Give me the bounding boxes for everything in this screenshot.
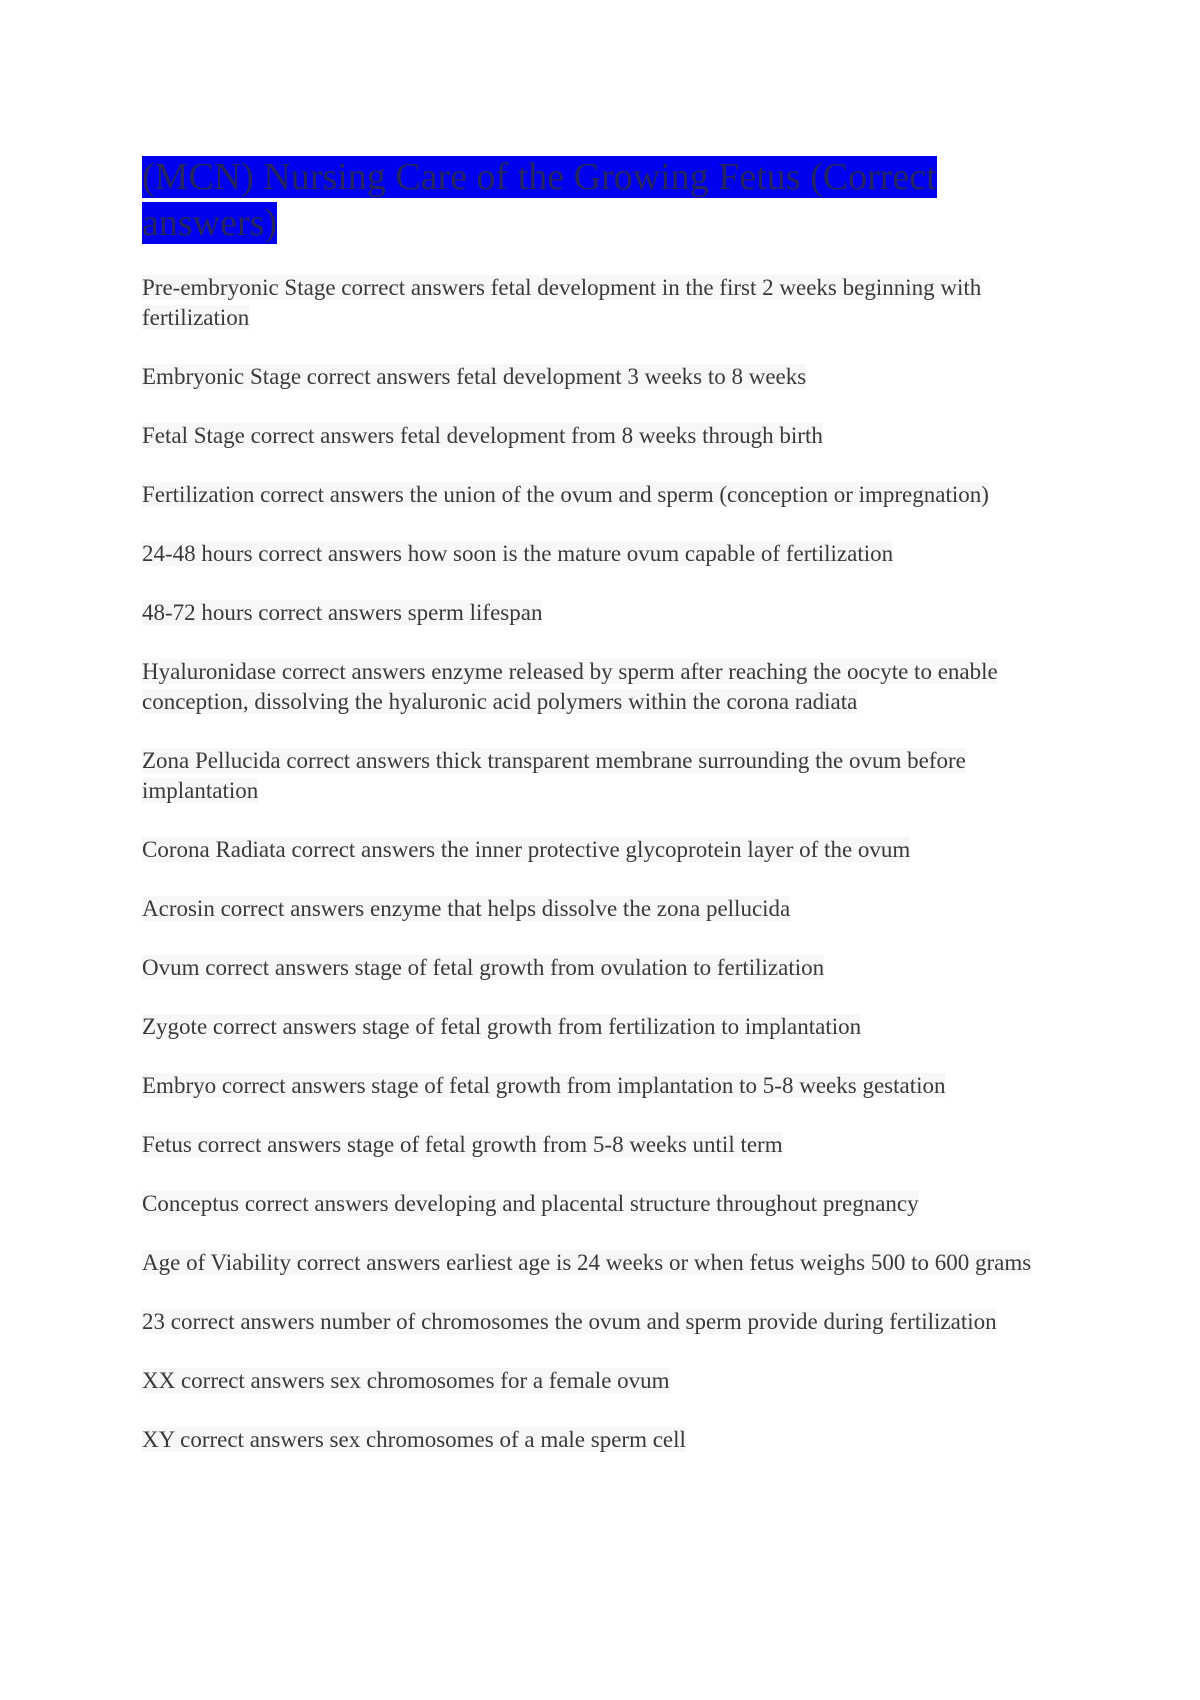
list-item-text: Conceptus correct answers developing and placental structure throughout pregnancy [142, 1191, 919, 1216]
list-item [142, 1366, 1072, 1396]
list-item [142, 894, 1072, 924]
list-item-text: Corona Radiata correct answers the inner protective glycoprotein layer of the ovum [142, 837, 911, 862]
list-item [142, 598, 1072, 628]
answer-list [142, 273, 1072, 1484]
document-title-text: (MCN) Nursing Care of the Growing Fetus (Correct answers) [142, 156, 937, 244]
list-item-text: Fetal Stage correct answers fetal development from 8 weeks through birth [142, 423, 823, 448]
list-item [142, 835, 1072, 865]
list-item-text: Embryonic Stage correct answers fetal development 3 weeks to 8 weeks [142, 364, 807, 389]
list-item [142, 1425, 1072, 1455]
list-item [142, 746, 1072, 806]
list-item [142, 1012, 1072, 1042]
list-item [142, 1071, 1072, 1101]
list-item-text: Hyaluronidase correct answers enzyme released by sperm after reaching the oocyte to enable conception, dissolving the hyaluronic acid polymers within the corona radiata [142, 659, 998, 714]
list-item [142, 1307, 1072, 1337]
list-item-text: XY correct answers sex chromosomes of a male sperm cell [142, 1427, 686, 1452]
list-item-text: 23 correct answers number of chromosomes the ovum and sperm provide during fertilization [142, 1309, 997, 1334]
list-item [142, 1248, 1072, 1278]
document-title [142, 154, 942, 246]
list-item [142, 953, 1072, 983]
list-item-text: Embryo correct answers stage of fetal growth from implantation to 5-8 weeks gestation [142, 1073, 946, 1098]
list-item [142, 1130, 1072, 1160]
list-item [142, 657, 1072, 717]
list-item [142, 1189, 1072, 1219]
list-item-text: Zygote correct answers stage of fetal growth from fertilization to implantation [142, 1014, 862, 1039]
list-item [142, 539, 1072, 569]
list-item-text: 48-72 hours correct answers sperm lifespan [142, 600, 543, 625]
list-item [142, 480, 1072, 510]
list-item-text: 24-48 hours correct answers how soon is the mature ovum capable of fertilization [142, 541, 894, 566]
list-item-text: Acrosin correct answers enzyme that helps dissolve the zona pellucida [142, 896, 791, 921]
list-item-text: Fertilization correct answers the union of the ovum and sperm (conception or impregnation) [142, 482, 989, 507]
list-item-text: Age of Viability correct answers earliest age is 24 weeks or when fetus weighs 500 to 600 grams [142, 1250, 1032, 1275]
list-item-text: Fetus correct answers stage of fetal growth from 5-8 weeks until term [142, 1132, 783, 1157]
list-item [142, 273, 1072, 333]
list-item [142, 421, 1072, 451]
list-item-text: XX correct answers sex chromosomes for a female ovum [142, 1368, 670, 1393]
list-item-text: Pre-embryonic Stage correct answers fetal development in the first 2 weeks beginning with fertilization [142, 275, 982, 330]
list-item-text: Ovum correct answers stage of fetal growth from ovulation to fertilization [142, 955, 825, 980]
list-item [142, 362, 1072, 392]
list-item-text: Zona Pellucida correct answers thick transparent membrane surrounding the ovum before implantation [142, 748, 966, 803]
